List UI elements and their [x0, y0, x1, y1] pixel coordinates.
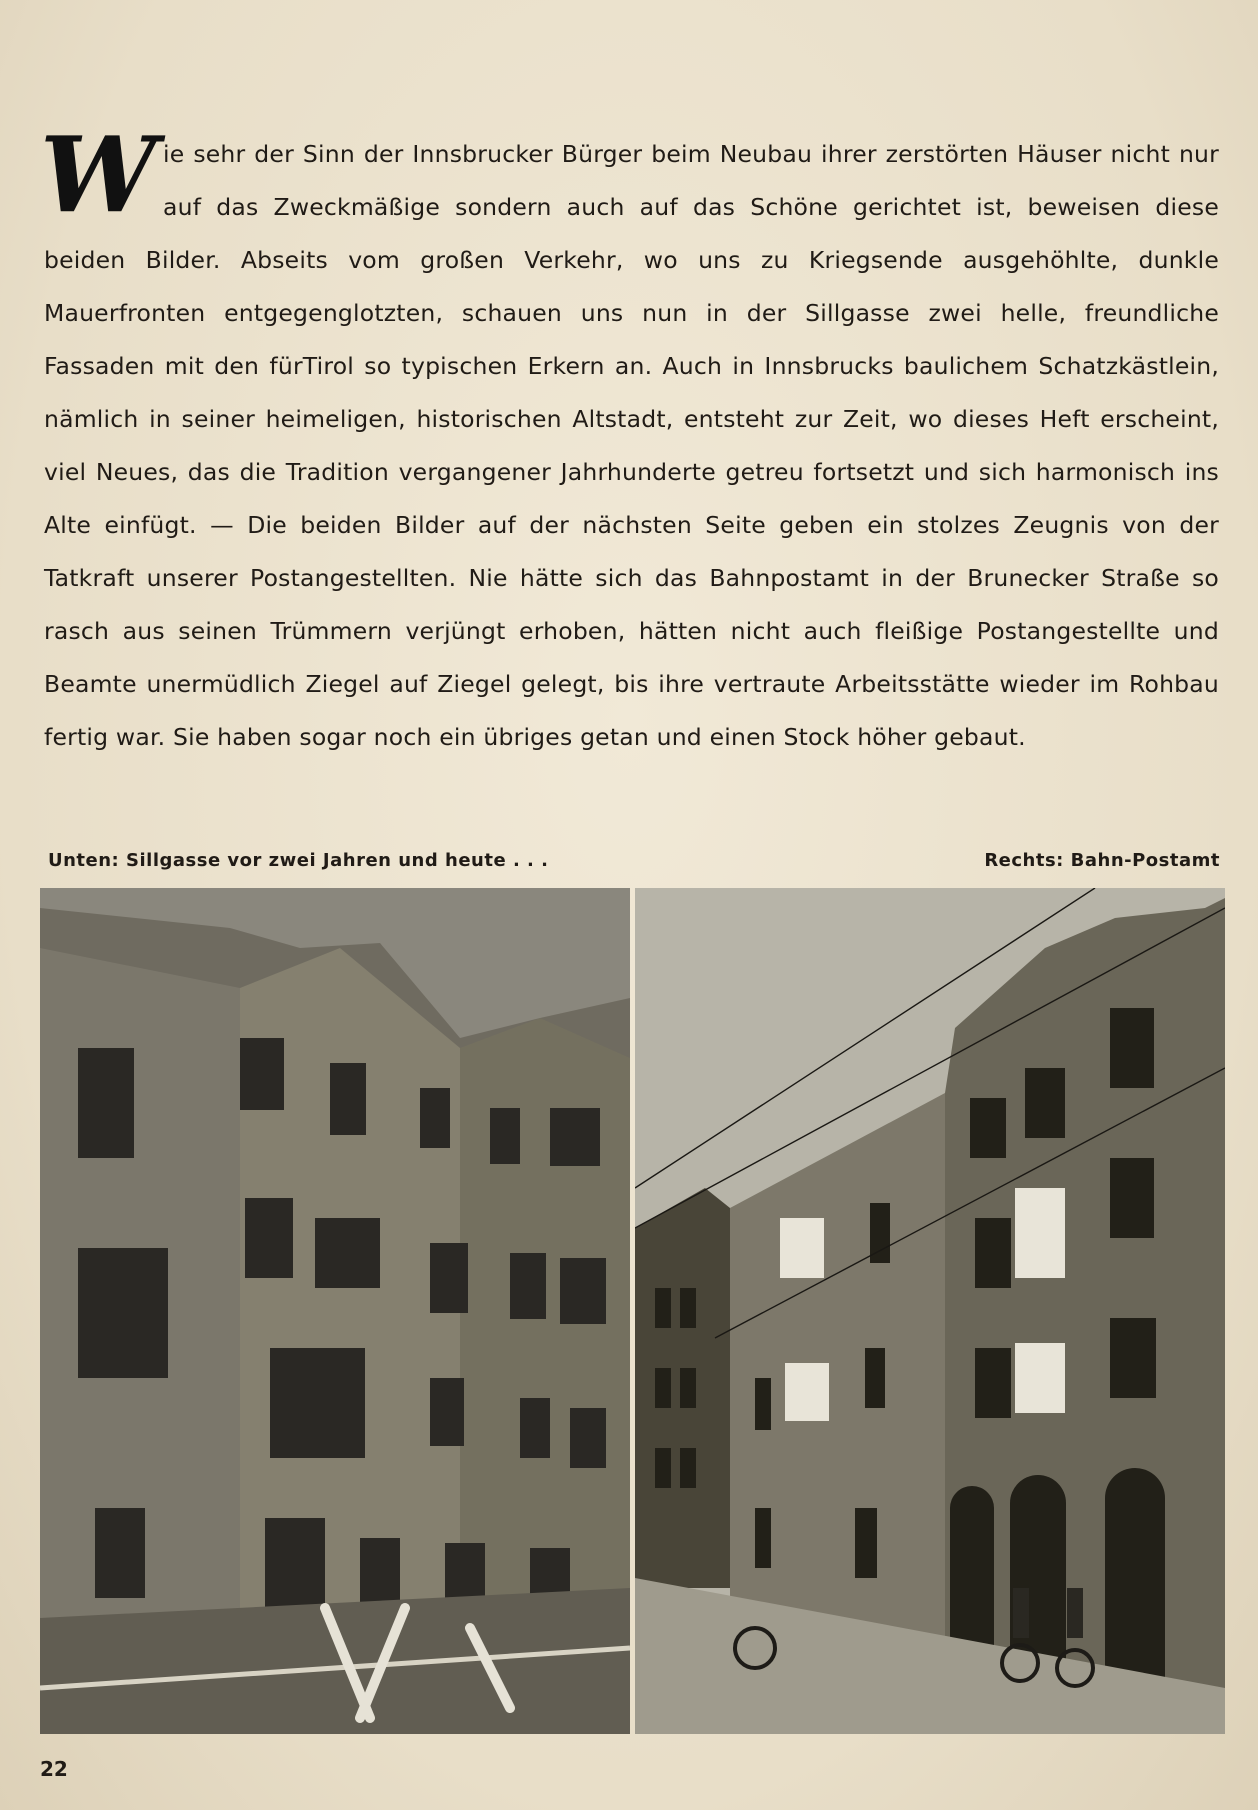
drop-cap: W [40, 113, 157, 236]
article-text: ie sehr der Sinn der Innsbrucker Bürger beim Neubau ihrer zerstörten Häuser nicht nur auf das Zweckmäßige sondern auch auf das Schöne gerichtet ist, beweisen diese beiden Bilder. Abseits vom großen Verkehr, wo uns zu Kriegsende ausgehöhlte, dunkle Mauerfronten entgegenglotzten, schauen uns nun in der Sillgasse zwei helle, freundliche Fassaden mit den fürTirol so typischen Erkern an. Auch in Innsbrucks baulichem Schatzkästlein, nämlich in seiner heimeligen, historischen Altstadt, entsteht zur Zeit, wo dieses Heft erscheint, viel Neues, das die Tradition vergangener Jahrhunderte getreu fortsetzt und sich harmonisch ins Alte einfügt. — Die beiden Bilder auf der nächsten Seite geben ein stolzes Zeugnis von der Tatkraft unserer Postangestellten. Nie hätte sich das Bahnpostamt in der Brunecker Straße so rasch aus seinen Trümmern verjüngt erhoben, hätten nicht auch fleißige Postangestellte und Beamte unermüdlich Ziegel auf Ziegel gelegt, bis ihre vertraute Arbeitsstätte wieder im Rohbau fertig war. Sie haben sogar noch ein übriges getan und einen Stock höher gebaut. [44, 140, 1219, 751]
photo-sillgasse-rebuilt [635, 888, 1225, 1734]
caption-left: Unten: Sillgasse vor zwei Jahren und heute . . . [48, 850, 549, 871]
article-body [40, 113, 1219, 764]
page-number: 22 [40, 1757, 68, 1781]
caption-right: Rechts: Bahn-Postamt [984, 850, 1220, 871]
photo-sillgasse-ruins [40, 888, 630, 1734]
